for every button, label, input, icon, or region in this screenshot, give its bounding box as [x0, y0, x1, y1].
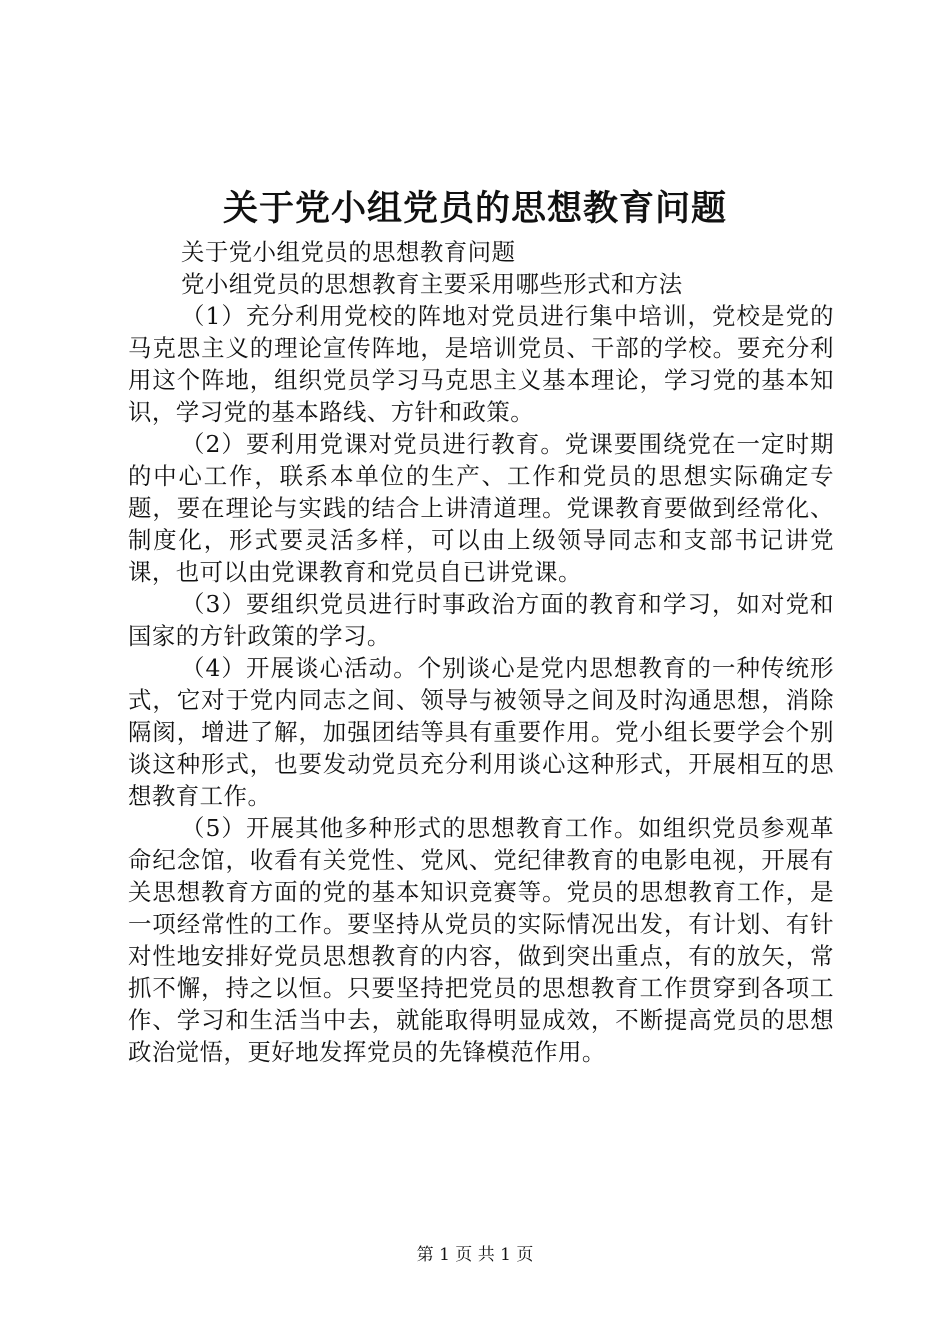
- paragraph-item-3: （3）要组织党员进行时事政治方面的教育和学习，如对党和国家的方针政策的学习。: [128, 590, 834, 650]
- paragraph-item-5: （5）开展其他多种形式的思想教育工作。如组织党员参观革命纪念馆，收看有关党性、党风、党纪律教育的电影电视，开展有关思想教育方面的党的基本知识竞赛等。党员的思想教育工作，是一项经常性的工作。要坚持从党员的实际情况出发，有计划、有针对性地安排好党员思想教育的内容，做到突出重点，有的放矢，常抓不懈，持之以恒。只要坚持把党员的思想教育工作贯穿到各项工作、学习和生活当中去，就能取得明显成效，不断提高党员的思想政治觉悟，更好地发挥党员的先锋模范作用。: [128, 814, 834, 1066]
- document-title: 关于党小组党员的思想教育问题: [222, 188, 727, 229]
- paragraph-item-4: （4）开展谈心活动。个别谈心是党内思想教育的一种传统形式，它对于党内同志之间、领导与被领导之间及时沟通思想，消除隔阂，增进了解，加强团结等具有重要作用。党小组长要学会个别谈这种形式，也要发动党员充分利用谈心这种形式，开展相互的思想教育工作。: [128, 654, 834, 810]
- document-body: [128, 236, 834, 1068]
- paragraph-question: 党小组党员的思想教育主要采用哪些形式和方法: [181, 270, 683, 298]
- paragraph-item-1: （1）充分利用党校的阵地对党员进行集中培训，党校是党的马克思主义的理论宣传阵地，是培训党员、干部的学校。要充分利用这个阵地，组织党员学习马克思主义基本理论，学习党的基本知识，学习党的基本路线、方针和政策。: [128, 302, 834, 426]
- paragraph-item-2: （2）要利用党课对党员进行教育。党课要围绕党在一定时期的中心工作，联系本单位的生产、工作和党员的思想实际确定专题，要在理论与实践的结合上讲清道理。党课教育要做到经常化、制度化，形式要灵活多样，可以由上级领导同志和支部书记讲党课，也可以由党课教育和党员自已讲党课。: [128, 430, 834, 586]
- paragraph-subtitle: 关于党小组党员的思想教育问题: [181, 238, 516, 266]
- page-number-footer: 第 1 页 共 1 页: [416, 1245, 534, 1265]
